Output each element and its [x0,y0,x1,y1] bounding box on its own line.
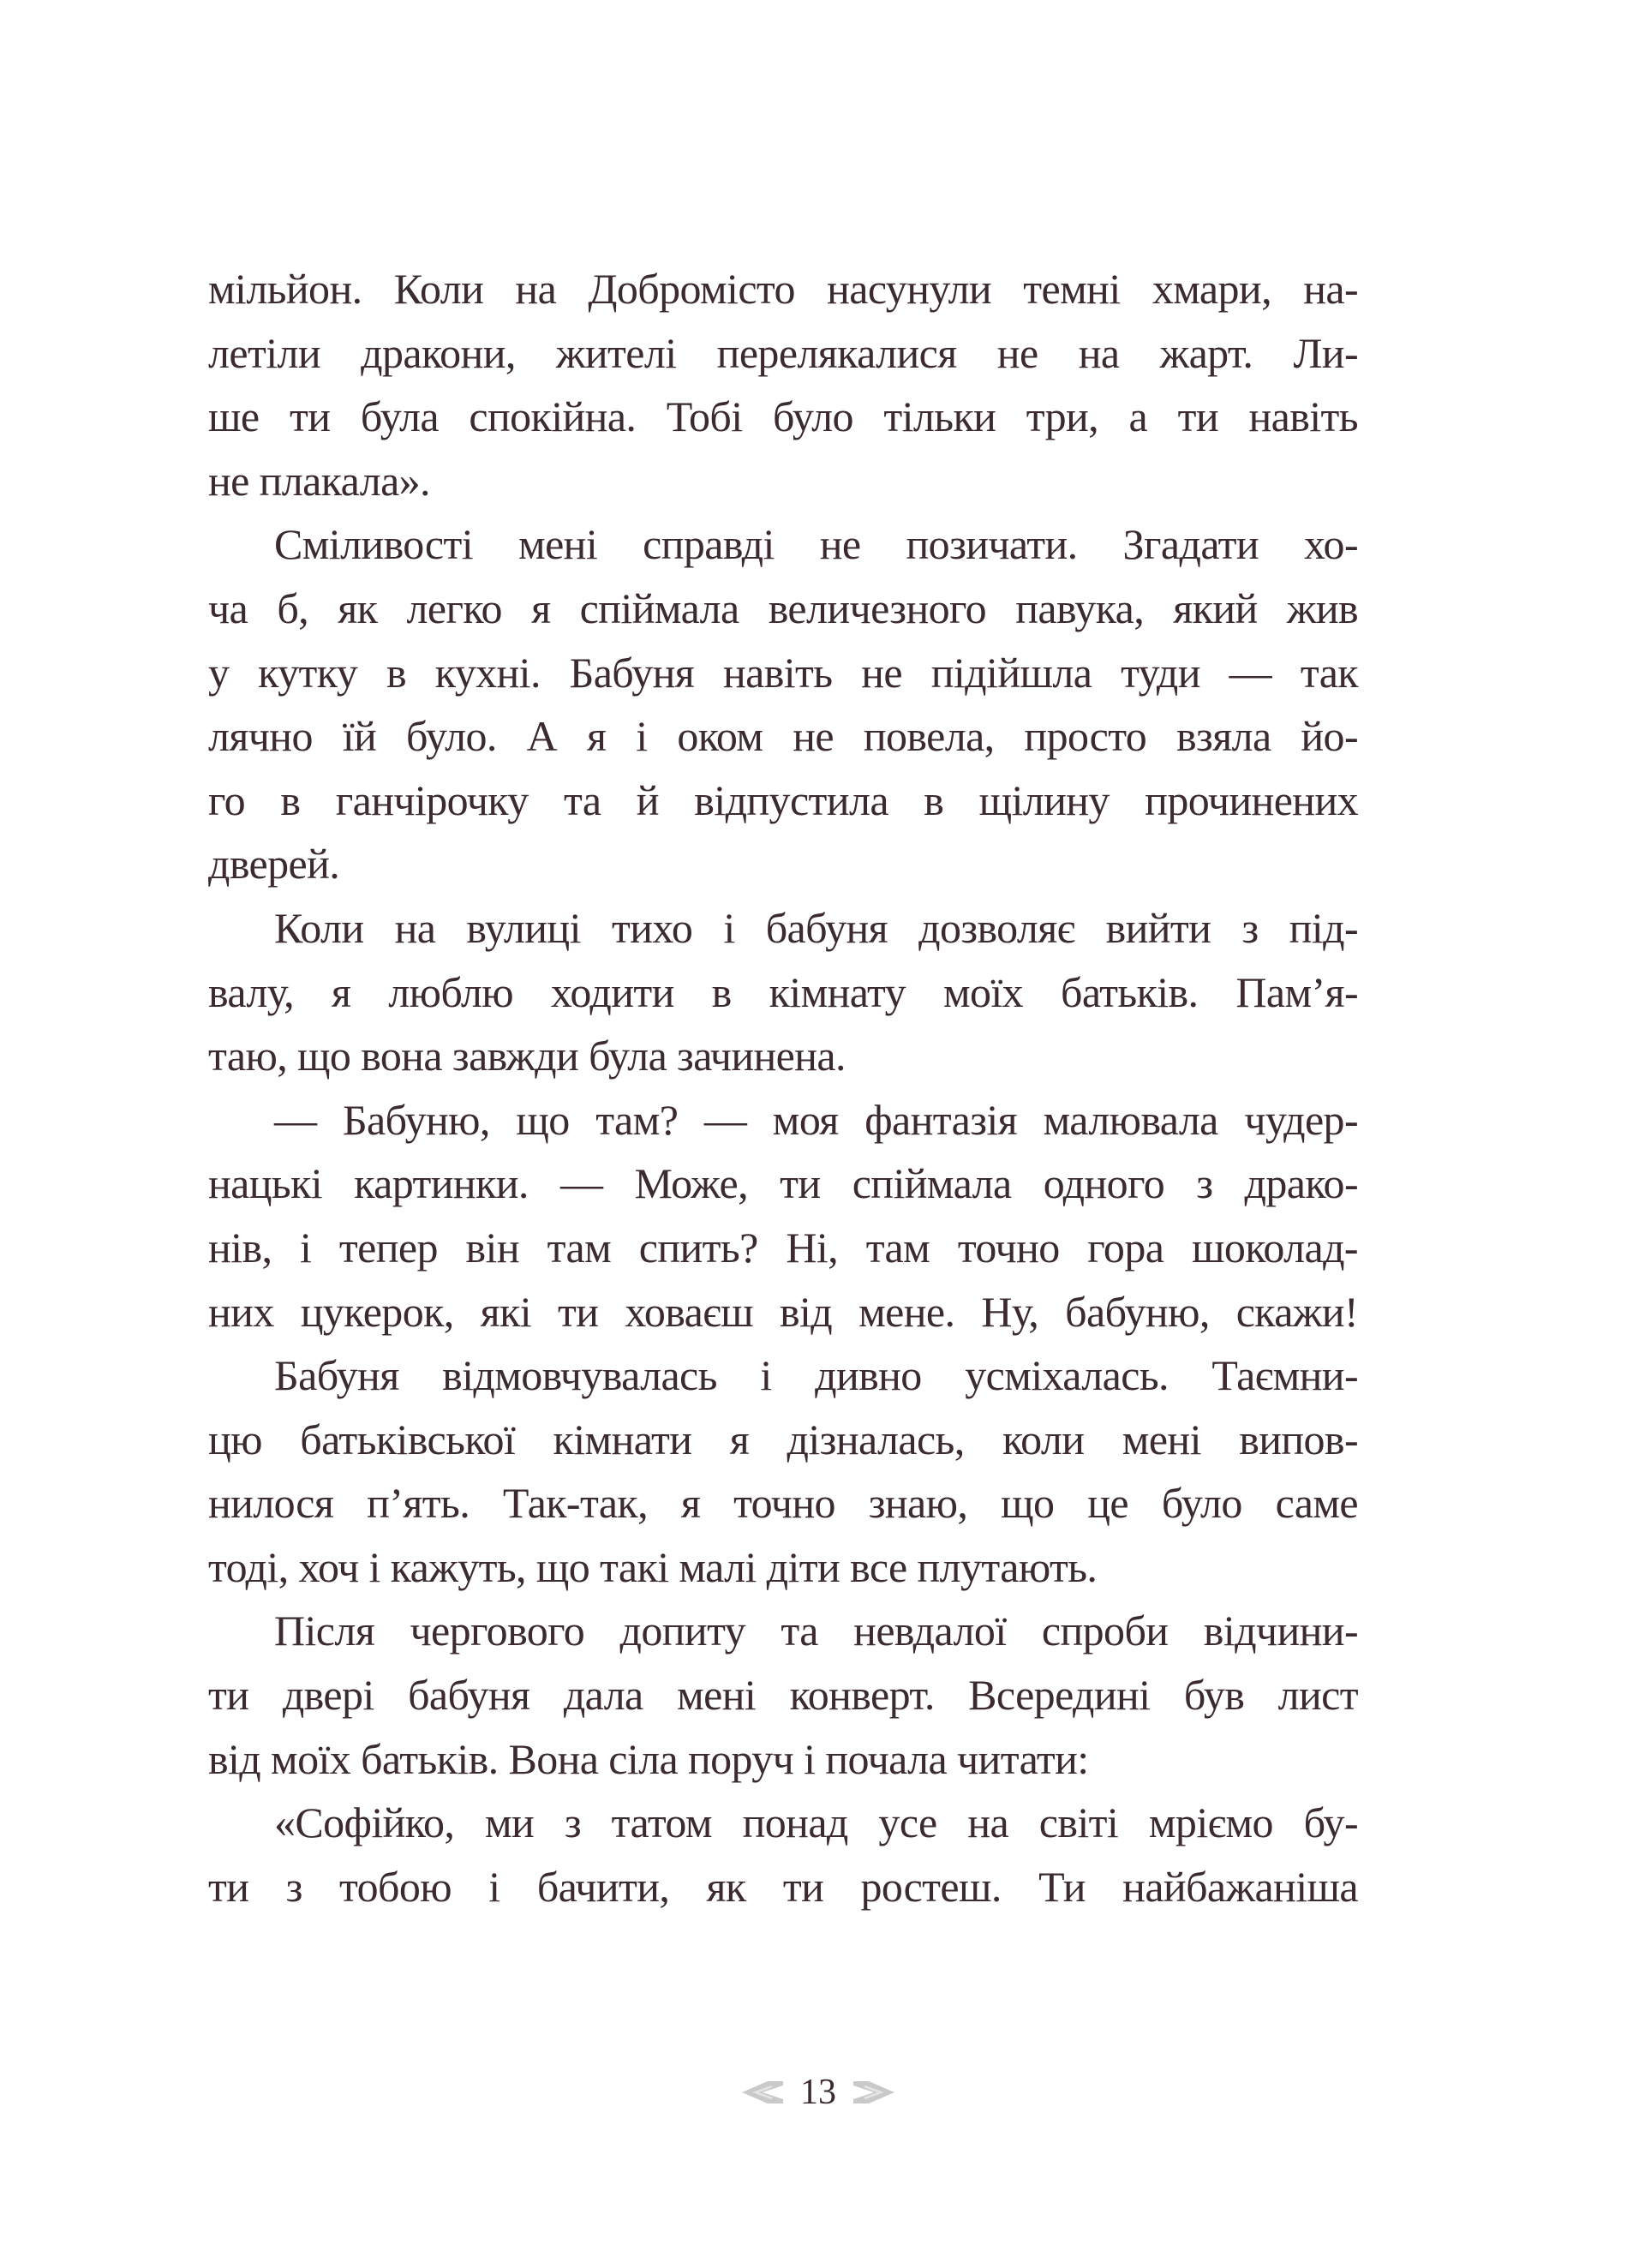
page-footer [0,2072,1641,2113]
paragraph [208,1088,1358,1343]
text-line: «Софійко, ми з татом понад усе на світі мріємо бу- [274,1798,1358,1847]
text-line: нів, і тепер він там спить? Ні, там точно гора шоколад- [208,1223,1358,1272]
text-line: валу, я люблю ходити в кімнату моїх батьків. Пам’я- [208,967,1358,1016]
text-line: ти двері бабуня дала мені конверт. Всередині був лист [208,1671,1358,1720]
body-text [208,257,1358,1918]
text-line: лячно їй було. А я і оком не повела, просто взяла йо- [208,712,1358,761]
text-line: тоді, хоч і кажуть, що такі малі діти все плутають. [208,1542,1098,1591]
text-line: летіли дракони, жителі перелякалися не на жарт. Ли- [208,328,1358,377]
text-line: го в ганчірочку та й відпустила в щілину прочинених [208,775,1358,824]
text-line: Бабуня відмовчувалась і дивно усміхалась. Таємни- [274,1351,1358,1400]
paragraph [208,896,1358,1088]
text-line: у кутку в кухні. Бабуня навіть не підійшла туди — так [208,648,1358,697]
chevron-left-ornament-icon [740,2079,783,2105]
page-number: 13 [800,2073,836,2112]
paragraph [208,257,1358,512]
text-line: не плакала». [208,456,430,505]
paragraph [208,512,1358,896]
text-line: нилося п’ять. Так-так, я точно знаю, що це було саме [208,1479,1358,1528]
paragraph [208,1343,1358,1599]
text-line: дверей. [208,840,340,889]
text-line: ча б, як легко я спіймала величезного павука, який жив [208,583,1358,632]
text-line: ше ти була спокійна. Тобі було тільки три, а ти навіть [208,392,1358,441]
paragraph [208,1599,1358,1791]
chevron-right-ornament-icon [853,2079,896,2105]
text-line: — Бабуню, що там? — моя фантазія малювала чудер- [274,1095,1358,1144]
text-line: Коли на вулиці тихо і бабуня дозволяє вийти з під- [274,903,1358,952]
text-line: них цукерок, які ти ховаєш від мене. Ну, бабуню, скажи! [208,1287,1358,1336]
text-line: цю батьківської кімнати я дізналась, коли мені випов- [208,1415,1358,1463]
text-line: Сміливості мені справді не позичати. Згадати хо- [274,520,1358,569]
text-line: Після чергового допиту та невдалої спроби відчини- [274,1607,1358,1655]
paragraph [208,1791,1358,1918]
text-line: ти з тобою і бачити, як ти ростеш. Ти найбажаніша [208,1862,1358,1911]
text-line: нацькі картинки. — Може, ти спіймала одного з драко- [208,1159,1358,1208]
text-line: мільйон. Коли на Добромісто насунули темні хмари, на- [208,265,1358,313]
text-line: таю, що вона завжди була зачинена. [208,1032,846,1080]
text-line: від моїх батьків. Вона сіла поруч і почала читати: [208,1734,1089,1783]
